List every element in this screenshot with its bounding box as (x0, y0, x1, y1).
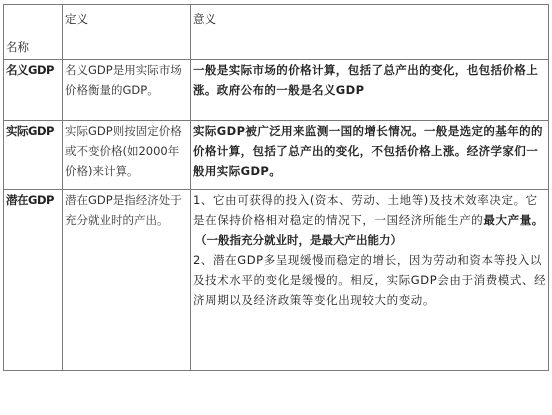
table-row (4, 190, 549, 371)
meaning-potential-gdp-p1-emphasis: 最大产量。 (483, 213, 544, 227)
cell-meaning (191, 121, 549, 190)
cell-term (4, 190, 63, 371)
table-header-row (4, 5, 549, 60)
cell-definition (63, 121, 191, 190)
meaning-potential-gdp-paragraph-2: 2、潜在GDP多呈现缓慢而稳定的增长，因为劳动和资本等投入以及技术水平的变化是缓慢的。相反，实际GDP会由于消费模式、经济周期以及经济政策等变化出现较大的变动。 (193, 253, 547, 307)
header-name (4, 5, 63, 60)
cell-meaning (191, 190, 549, 371)
table-row (4, 60, 549, 121)
table-row (4, 121, 549, 190)
meaning-real-gdp: 实际GDP被广泛用来监测一国的增长情况。一般是选定的基年的的价格计算，包括了总产出的变化，不包括价格上涨。经济学家们一般用实际GDP。 (193, 124, 543, 178)
definition-potential-gdp: 潜在GDP是指经济处于充分就业时的产出。 (65, 193, 182, 227)
meaning-potential-gdp-note: （一般指充分就业时，是最大产出能力） (195, 233, 402, 247)
header-meaning (191, 5, 549, 60)
header-definition (63, 5, 191, 60)
definition-nominal-gdp: 名义GDP是用实际市场价格衡量的GDP。 (65, 63, 182, 97)
meaning-potential-gdp-paragraph-1 (193, 190, 548, 230)
header-meaning-label: 意义 (193, 12, 216, 26)
definition-real-gdp: 实际GDP则按固定价格或不变价格(如2000年价格)来计算。 (65, 124, 182, 178)
meaning-potential-gdp-p1-text: 1、它由可获得的投入(资本、劳动、土地等)及技术效率决定。它是在保持价格相对稳定的情况下，一国经济所能生产的 (193, 193, 538, 227)
gdp-comparison-table (3, 4, 549, 371)
term-nominal-gdp: 名义GDP (6, 63, 54, 77)
header-definition-label: 定义 (65, 12, 88, 26)
term-real-gdp: 实际GDP (6, 124, 54, 138)
header-name-label: 名称 (6, 40, 29, 54)
cell-meaning (191, 60, 549, 121)
term-potential-gdp: 潜在GDP (6, 193, 54, 207)
cell-term (4, 121, 63, 190)
meaning-nominal-gdp: 一般是实际市场的价格计算，包括了总产出的变化，也包括价格上涨。政府公布的一般是名义GDP (193, 63, 539, 97)
cell-definition (63, 190, 191, 371)
cell-term (4, 60, 63, 121)
cell-definition (63, 60, 191, 121)
